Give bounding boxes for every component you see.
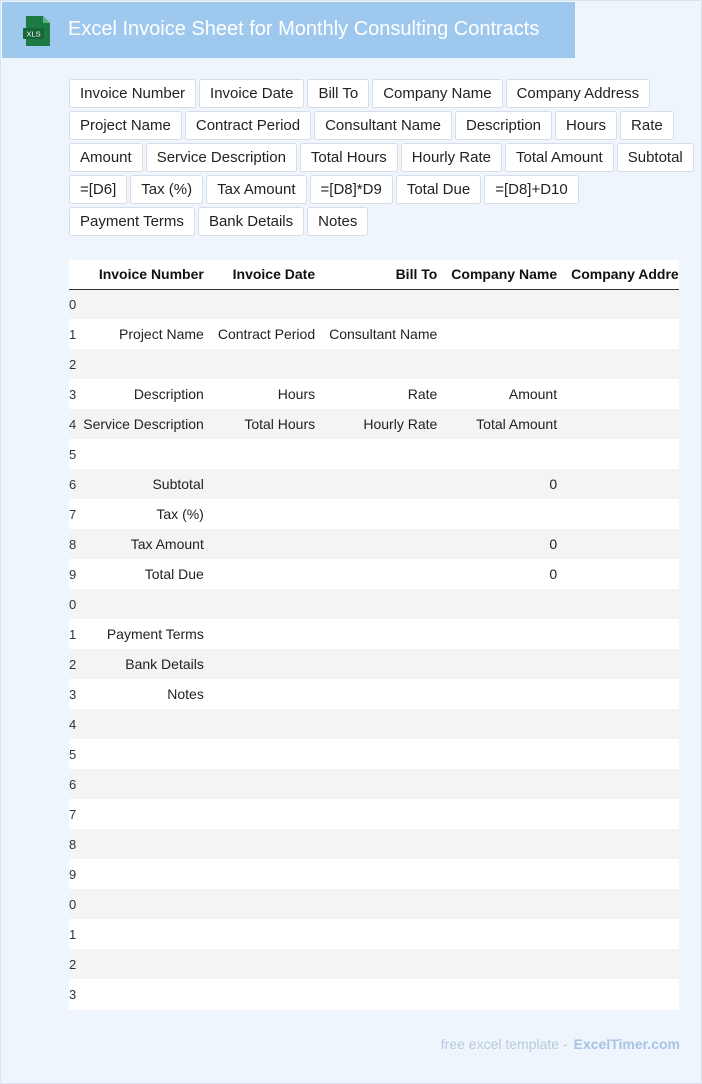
- table-cell[interactable]: 0: [444, 529, 564, 559]
- table-cell[interactable]: [211, 799, 322, 829]
- field-chip[interactable]: =[D8]+D10: [484, 175, 579, 204]
- row-number: 7: [69, 499, 76, 529]
- row-number: 1: [69, 619, 76, 649]
- table-cell[interactable]: [444, 319, 564, 349]
- table-cell[interactable]: Consultant Name: [322, 319, 444, 349]
- field-chip[interactable]: Total Due: [396, 175, 481, 204]
- table-row: [69, 919, 679, 949]
- row-number: 0: [69, 589, 76, 619]
- row-number-header: [69, 260, 76, 289]
- table-row: [69, 559, 679, 589]
- table-cell[interactable]: [76, 829, 211, 859]
- table-row: [69, 439, 679, 469]
- table-cell[interactable]: [444, 439, 564, 469]
- table-cell[interactable]: Amount: [444, 379, 564, 409]
- table-cell[interactable]: [564, 469, 679, 499]
- table-cell[interactable]: [76, 739, 211, 769]
- table-row: [69, 739, 679, 769]
- table-cell[interactable]: [564, 559, 679, 589]
- table-cell[interactable]: 0: [444, 559, 564, 589]
- table-cell[interactable]: [444, 679, 564, 709]
- field-chip[interactable]: Bill To: [307, 79, 369, 108]
- table-cell[interactable]: [76, 979, 211, 1009]
- field-chip[interactable]: Rate: [620, 111, 674, 140]
- table-cell[interactable]: [564, 709, 679, 739]
- row-number: 9: [69, 859, 76, 889]
- page-title: Excel Invoice Sheet for Monthly Consulting Contracts: [68, 18, 540, 40]
- table-row: [69, 349, 679, 379]
- row-number: 4: [69, 409, 76, 439]
- table-body: [69, 289, 679, 1009]
- table-cell[interactable]: [564, 499, 679, 529]
- table-cell[interactable]: [564, 529, 679, 559]
- table-cell[interactable]: [322, 709, 444, 739]
- table-cell[interactable]: [444, 829, 564, 859]
- row-number: 7: [69, 799, 76, 829]
- table-row: [69, 769, 679, 799]
- table-cell[interactable]: [444, 799, 564, 829]
- table-cell[interactable]: [322, 919, 444, 949]
- table-cell[interactable]: [444, 589, 564, 619]
- table-row: [69, 799, 679, 829]
- table-cell[interactable]: Hourly Rate: [322, 409, 444, 439]
- table-cell[interactable]: [444, 859, 564, 889]
- table-cell[interactable]: [76, 589, 211, 619]
- field-chip[interactable]: Tax (%): [130, 175, 203, 204]
- row-number: 3: [69, 679, 76, 709]
- footer-brand-link[interactable]: ExcelTimer.com: [573, 1036, 680, 1052]
- table-cell[interactable]: 0: [444, 469, 564, 499]
- table-row: [69, 709, 679, 739]
- table-row: [69, 289, 679, 319]
- table-row: [69, 829, 679, 859]
- row-number: 8: [69, 829, 76, 859]
- row-number: 6: [69, 469, 76, 499]
- table-cell[interactable]: [444, 289, 564, 319]
- field-chip[interactable]: Company Name: [372, 79, 502, 108]
- field-chip[interactable]: Payment Terms: [69, 207, 195, 236]
- field-chip[interactable]: =[D6]: [69, 175, 127, 204]
- table-cell[interactable]: [76, 439, 211, 469]
- table-cell[interactable]: [322, 649, 444, 679]
- table-cell[interactable]: [322, 349, 444, 379]
- table-cell[interactable]: [76, 709, 211, 739]
- row-number: 5: [69, 739, 76, 769]
- table-cell[interactable]: [211, 979, 322, 1009]
- table-cell[interactable]: [322, 769, 444, 799]
- row-number: 0: [69, 289, 76, 319]
- table-cell[interactable]: [322, 979, 444, 1009]
- table-cell[interactable]: Service Description: [76, 409, 211, 439]
- row-number: 2: [69, 349, 76, 379]
- footer-prefix: free excel template -: [440, 1036, 568, 1052]
- field-chip[interactable]: Subtotal: [617, 143, 694, 172]
- table-cell[interactable]: [211, 649, 322, 679]
- table-cell[interactable]: [564, 919, 679, 949]
- table-row: [69, 979, 679, 1009]
- row-number: 8: [69, 529, 76, 559]
- table-cell[interactable]: Subtotal: [76, 469, 211, 499]
- table-cell[interactable]: [76, 769, 211, 799]
- table-cell[interactable]: [211, 499, 322, 529]
- table-cell[interactable]: Project Name: [76, 319, 211, 349]
- field-chip[interactable]: Service Description: [146, 143, 297, 172]
- table-cell[interactable]: [211, 829, 322, 859]
- table-cell[interactable]: Total Amount: [444, 409, 564, 439]
- table-cell[interactable]: [322, 589, 444, 619]
- table-cell[interactable]: [76, 919, 211, 949]
- table-cell[interactable]: [444, 979, 564, 1009]
- table-row: [69, 529, 679, 559]
- table-cell[interactable]: Hours: [211, 379, 322, 409]
- table-cell[interactable]: [322, 499, 444, 529]
- table-row: [69, 499, 679, 529]
- field-chip-list: [69, 79, 699, 236]
- column-header: Bill To: [322, 260, 444, 289]
- table-cell[interactable]: [211, 739, 322, 769]
- field-chip[interactable]: Invoice Number: [69, 79, 196, 108]
- table-cell[interactable]: [76, 799, 211, 829]
- table-cell[interactable]: [564, 589, 679, 619]
- table-row: [69, 319, 679, 349]
- table-cell[interactable]: [564, 439, 679, 469]
- title-bar: [2, 2, 575, 58]
- row-number: 3: [69, 979, 76, 1009]
- table-cell[interactable]: Total Due: [76, 559, 211, 589]
- row-number: 5: [69, 439, 76, 469]
- row-number: 1: [69, 319, 76, 349]
- field-chip[interactable]: Total Amount: [505, 143, 614, 172]
- excel-file-icon: [23, 15, 53, 47]
- row-number: 0: [69, 889, 76, 919]
- table-cell[interactable]: Description: [76, 379, 211, 409]
- row-number: 2: [69, 649, 76, 679]
- table-cell[interactable]: [322, 799, 444, 829]
- table-cell[interactable]: [444, 499, 564, 529]
- table-row: [69, 679, 679, 709]
- field-chip[interactable]: Consultant Name: [314, 111, 452, 140]
- field-chip[interactable]: Hourly Rate: [401, 143, 502, 172]
- table-cell[interactable]: [211, 289, 322, 319]
- field-chip[interactable]: Contract Period: [185, 111, 311, 140]
- table-row: [69, 409, 679, 439]
- table-cell[interactable]: [211, 529, 322, 559]
- table-cell[interactable]: [211, 679, 322, 709]
- table-cell[interactable]: [564, 979, 679, 1009]
- table-cell[interactable]: [444, 769, 564, 799]
- table-cell[interactable]: [322, 949, 444, 979]
- table-row: [69, 469, 679, 499]
- table-cell[interactable]: [564, 829, 679, 859]
- table-cell[interactable]: [322, 559, 444, 589]
- table-cell[interactable]: [564, 649, 679, 679]
- table-cell[interactable]: [444, 739, 564, 769]
- field-chip[interactable]: Invoice Date: [199, 79, 304, 108]
- table-cell[interactable]: [211, 469, 322, 499]
- table-cell[interactable]: [322, 529, 444, 559]
- table-cell[interactable]: Rate: [322, 379, 444, 409]
- table-cell[interactable]: Tax (%): [76, 499, 211, 529]
- spreadsheet-preview: [69, 260, 679, 1010]
- table-cell[interactable]: [444, 889, 564, 919]
- table-cell[interactable]: [322, 889, 444, 919]
- table-cell[interactable]: [76, 289, 211, 319]
- table-row: [69, 379, 679, 409]
- table-row: [69, 649, 679, 679]
- table-cell[interactable]: [444, 709, 564, 739]
- table-cell[interactable]: [322, 439, 444, 469]
- table-cell[interactable]: [322, 289, 444, 319]
- table-cell[interactable]: [444, 619, 564, 649]
- table-cell[interactable]: [322, 739, 444, 769]
- field-chip[interactable]: Amount: [69, 143, 143, 172]
- table-cell[interactable]: [564, 679, 679, 709]
- table-cell[interactable]: Contract Period: [211, 319, 322, 349]
- field-chip[interactable]: Project Name: [69, 111, 182, 140]
- table-cell[interactable]: [322, 619, 444, 649]
- field-chip[interactable]: Hours: [555, 111, 617, 140]
- row-number: 2: [69, 949, 76, 979]
- table-cell[interactable]: [211, 889, 322, 919]
- table-cell[interactable]: [564, 859, 679, 889]
- field-chip[interactable]: =[D8]*D9: [310, 175, 393, 204]
- table-cell[interactable]: [444, 649, 564, 679]
- table-cell[interactable]: [564, 619, 679, 649]
- table-row: [69, 949, 679, 979]
- table-cell[interactable]: [211, 919, 322, 949]
- field-chip[interactable]: Notes: [307, 207, 368, 236]
- table-row: [69, 589, 679, 619]
- row-number: 9: [69, 559, 76, 589]
- table-cell[interactable]: [76, 949, 211, 979]
- table-cell[interactable]: [564, 319, 679, 349]
- table-cell[interactable]: [211, 439, 322, 469]
- table-cell[interactable]: [211, 349, 322, 379]
- table-cell[interactable]: Notes: [76, 679, 211, 709]
- table-cell[interactable]: [564, 349, 679, 379]
- column-header: Company Addre: [564, 260, 679, 289]
- table-cell[interactable]: [211, 709, 322, 739]
- row-number: 1: [69, 919, 76, 949]
- table-cell[interactable]: [211, 859, 322, 889]
- table-cell[interactable]: Bank Details: [76, 649, 211, 679]
- table-cell[interactable]: [564, 949, 679, 979]
- column-header: Invoice Number: [76, 260, 211, 289]
- table-cell[interactable]: [444, 919, 564, 949]
- table-cell[interactable]: [211, 619, 322, 649]
- table-cell[interactable]: [211, 589, 322, 619]
- invoice-table: [69, 260, 679, 1009]
- row-number: 3: [69, 379, 76, 409]
- table-cell[interactable]: [322, 829, 444, 859]
- field-chip[interactable]: Bank Details: [198, 207, 304, 236]
- table-cell[interactable]: [444, 949, 564, 979]
- table-cell[interactable]: [564, 379, 679, 409]
- field-chip[interactable]: Total Hours: [300, 143, 398, 172]
- row-number: 4: [69, 709, 76, 739]
- table-cell[interactable]: [322, 859, 444, 889]
- table-row: [69, 619, 679, 649]
- field-chip[interactable]: Tax Amount: [206, 175, 306, 204]
- table-cell[interactable]: [211, 769, 322, 799]
- field-chip[interactable]: Description: [455, 111, 552, 140]
- table-cell[interactable]: [564, 799, 679, 829]
- table-cell[interactable]: [76, 859, 211, 889]
- table-cell[interactable]: [444, 349, 564, 379]
- table-cell[interactable]: [564, 409, 679, 439]
- table-cell[interactable]: Payment Terms: [76, 619, 211, 649]
- footer-credit: [441, 1036, 680, 1052]
- table-cell[interactable]: [322, 469, 444, 499]
- field-chip[interactable]: Company Address: [506, 79, 651, 108]
- column-header: Invoice Date: [211, 260, 322, 289]
- icon-label: XLS: [26, 29, 41, 39]
- table-cell[interactable]: Tax Amount: [76, 529, 211, 559]
- column-header: Company Name: [444, 260, 564, 289]
- table-cell[interactable]: [76, 889, 211, 919]
- table-cell[interactable]: [322, 679, 444, 709]
- table-cell[interactable]: [564, 889, 679, 919]
- table-header-row: [69, 260, 679, 289]
- table-cell[interactable]: [564, 769, 679, 799]
- table-cell[interactable]: [76, 349, 211, 379]
- table-cell[interactable]: [211, 949, 322, 979]
- row-number: 6: [69, 769, 76, 799]
- table-cell[interactable]: [564, 739, 679, 769]
- table-row: [69, 859, 679, 889]
- table-cell[interactable]: Total Hours: [211, 409, 322, 439]
- table-row: [69, 889, 679, 919]
- table-cell[interactable]: [211, 559, 322, 589]
- table-cell[interactable]: [564, 289, 679, 319]
